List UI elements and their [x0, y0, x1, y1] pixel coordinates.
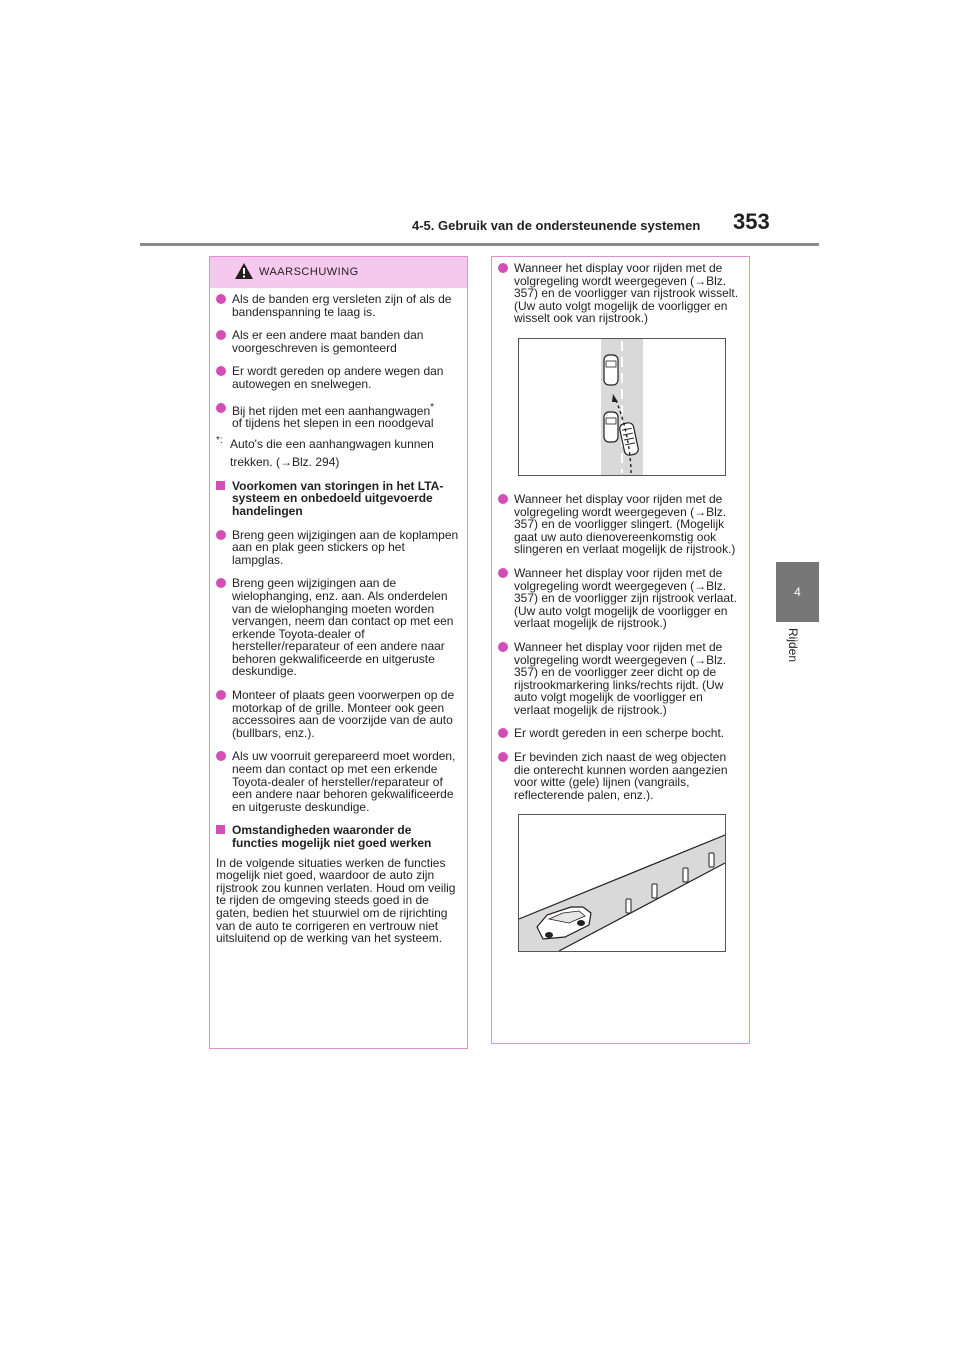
car-icon	[604, 412, 618, 442]
condition-item: Wanneer het display voor rijden met de volgregeling wordt weergegeven (→Blz. 357) en de voorligger van rijstrook wisselt. (Uw auto volgt mogelijk de voorligger en wisselt ook van rijstrook.)	[498, 262, 741, 325]
section-title: 4-5. Gebruik van de ondersteunende systemen	[412, 218, 701, 233]
warning-title: WAARSCHUWING	[259, 266, 359, 278]
bullet-icon	[216, 294, 226, 304]
warning-header	[210, 257, 467, 288]
bullet-icon	[216, 751, 226, 761]
bullet-icon	[216, 578, 226, 588]
reflector-post-icon	[709, 853, 714, 867]
bullet-icon	[216, 690, 226, 700]
bullet-icon	[498, 494, 508, 504]
warning-item: Als er een andere maat banden dan voorgeschreven is gemonteerd	[216, 329, 459, 354]
bullet-icon	[216, 530, 226, 540]
bullet-icon	[216, 403, 226, 413]
warning-item: Er wordt gereden op andere wegen dan autowegen en snelwegen.	[216, 365, 459, 390]
bullet-icon	[498, 728, 508, 738]
footnote: *: Auto's die een aanhangwagen kunnen trekken. (→Blz. 294)	[216, 434, 434, 469]
reflector-post-icon	[652, 884, 657, 898]
bullet-icon	[216, 330, 226, 340]
section-paragraph: In de volgende situaties werken de functies mogelijk niet goed, waardoor de auto zijn rijstrook zou kunnen verlaten. Houd om veilig te rijden de omgeving steeds goed in de gaten, bedien het stuurwiel om de rijrichting van de auto te corrigeren en vertrouw niet uitsluitend op de werking van het systeem.	[216, 855, 456, 946]
conditions-box	[491, 256, 750, 1044]
footnote-mark: *	[430, 401, 435, 413]
warning-item: Monteer of plaats geen voorwerpen op de motorkap of de grille. Monteer ook geen accessoires aan de voorzijde van de auto (bullbars, enz.).	[216, 689, 459, 739]
warning-item: Als uw voorruit gerepareerd moet worden, neem dan contact op met een erkende Toyota-dealer of hersteller/reparateur of een andere naar behoren gekwalificeerde en uitgeruste deskundige.	[216, 750, 459, 813]
warning-box	[209, 256, 468, 1049]
condition-item: Er wordt gereden in een scherpe bocht.	[498, 727, 741, 740]
warning-item: Breng geen wijzigingen aan de wielophanging, enz. aan. Als onderdelen van de wielophanging moeten worden vervangen, neem dan contact op met een erkende Toyota-dealer of hersteller/reparateur of een andere naar behoren gekwalificeerde en uitgeruste deskundige.	[216, 577, 459, 678]
warning-item: Breng geen wijzigingen aan de koplampen aan en plak geen stickers op het lampglas.	[216, 529, 459, 567]
header-rule	[140, 243, 819, 246]
warning-triangle-icon	[234, 262, 254, 280]
warning-item: Als de banden erg versleten zijn of als de bandenspanning te laag is.	[216, 293, 459, 318]
reflector-post-icon	[626, 899, 631, 913]
guardrail-illustration	[518, 814, 726, 952]
condition-item: Wanneer het display voor rijden met de volgregeling wordt weergegeven (→Blz. 357) en de voorligger zeer dicht op de rijstrookmarkering links/rechts rijdt. (Uw auto volgt mogelijk de voorligger en verlaat mogelijk de rijstrook.)	[498, 641, 741, 717]
leading-car-icon	[604, 355, 618, 385]
condition-item: Wanneer het display voor rijden met de volgregeling wordt weergegeven (→Blz. 357) en de voorligger zijn rijstrook verlaat. (Uw auto volgt mogelijk de voorligger en verlaat mogelijk de rijstrook.)	[498, 567, 741, 630]
reflector-post-icon	[683, 868, 688, 882]
square-bullet-icon	[216, 825, 225, 834]
bullet-icon	[498, 642, 508, 652]
condition-item: Wanneer het display voor rijden met de volgregeling wordt weergegeven (→Blz. 357) en de voorligger slingert. (Mogelijk gaat uw auto dienovereenkomstig ook slingeren en verlaat mogelijk de rijstrook.)	[498, 493, 741, 556]
section-heading: Voorkomen van storingen in het LTA-systeem en onbedoeld uitgevoerde handelingen	[216, 480, 459, 518]
bullet-icon	[216, 366, 226, 376]
bullet-icon	[498, 263, 508, 273]
bullet-icon	[498, 752, 508, 762]
chapter-label: Rijden	[786, 628, 800, 663]
condition-item: Er bevinden zich naast de weg objecten die onterecht kunnen worden aangezien voor witte (gele) lijnen (vangrails, reflecterende palen, enz.).	[498, 751, 741, 801]
chapter-tab: 4	[776, 562, 819, 622]
square-bullet-icon	[216, 481, 225, 490]
lane-change-illustration	[518, 338, 726, 476]
section-heading: Omstandigheden waaronder de functies mogelijk niet goed werken	[216, 824, 459, 849]
warning-item: Bij het rijden met een aanhangwagen* of tijdens het slepen in een noodgeval	[216, 402, 459, 430]
bullet-icon	[498, 568, 508, 578]
page-number: 353	[733, 209, 770, 234]
